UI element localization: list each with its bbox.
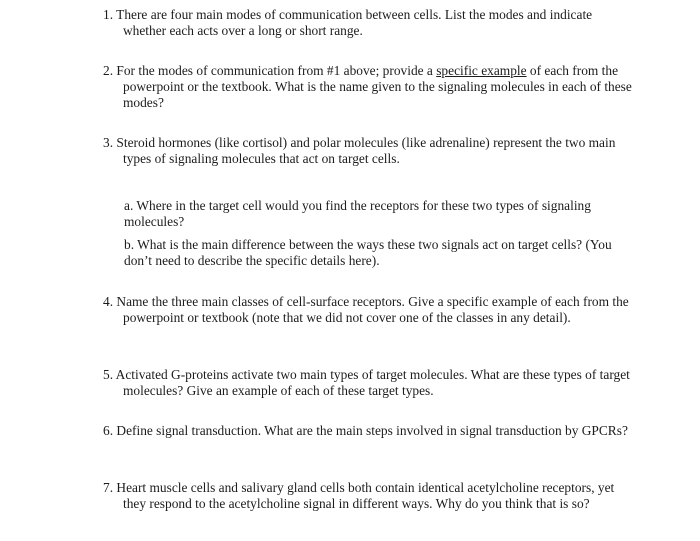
question-number: 5. — [103, 367, 114, 382]
question-text: Heart muscle cells and salivary gland cells both contain identical acetylcholine receptors, yet they respond to the acetylcholine signal in different ways. Why do you think that is so? — [116, 480, 615, 511]
part-text: Where in the target cell would you find the receptors for these two types of signaling molecules? — [124, 198, 591, 229]
question-6 — [103, 423, 635, 439]
question-1 — [103, 7, 635, 39]
underlined-emphasis: specific example — [436, 63, 527, 78]
question-3-part-b — [124, 237, 612, 269]
question-5 — [103, 367, 635, 399]
question-text-end: of each from the powerpoint or the textbook. What is the name given to the signaling molecules in each of these modes? — [123, 63, 632, 110]
question-text-start: For the modes of communication from #1 above; provide a — [116, 63, 437, 78]
part-label: b. — [124, 237, 135, 252]
part-label: a. — [124, 198, 134, 213]
question-3-part-a — [124, 198, 612, 230]
question-number: 2. — [103, 63, 114, 78]
question-number: 1. — [103, 7, 114, 22]
question-7 — [103, 480, 635, 512]
question-4 — [103, 294, 635, 326]
question-number: 7. — [103, 480, 114, 495]
question-2 — [103, 63, 635, 111]
question-text: Activated G-proteins activate two main types of target molecules. What are these types of target molecules? Give an example of each of these target types. — [115, 367, 630, 398]
question-text: Steroid hormones (like cortisol) and polar molecules (like adrenaline) represent the two main types of signaling molecules that act on target cells. — [116, 135, 616, 166]
question-3 — [103, 135, 635, 167]
part-text: What is the main difference between the ways these two signals act on target cells? (You don’t need to describe the specific details here). — [124, 237, 612, 268]
question-text: There are four main modes of communication between cells. List the modes and indicate whether each acts over a long or short range. — [116, 7, 593, 38]
question-text: Name the three main classes of cell-surface receptors. Give a specific example of each from the powerpoint or textbook (note that we did not cover one of the classes in any detail). — [116, 294, 629, 325]
question-text: Define signal transduction. What are the main steps involved in signal transduction by GPCRs? — [116, 423, 628, 438]
question-number: 4. — [103, 294, 114, 309]
question-number: 3. — [103, 135, 114, 150]
question-number: 6. — [103, 423, 114, 438]
